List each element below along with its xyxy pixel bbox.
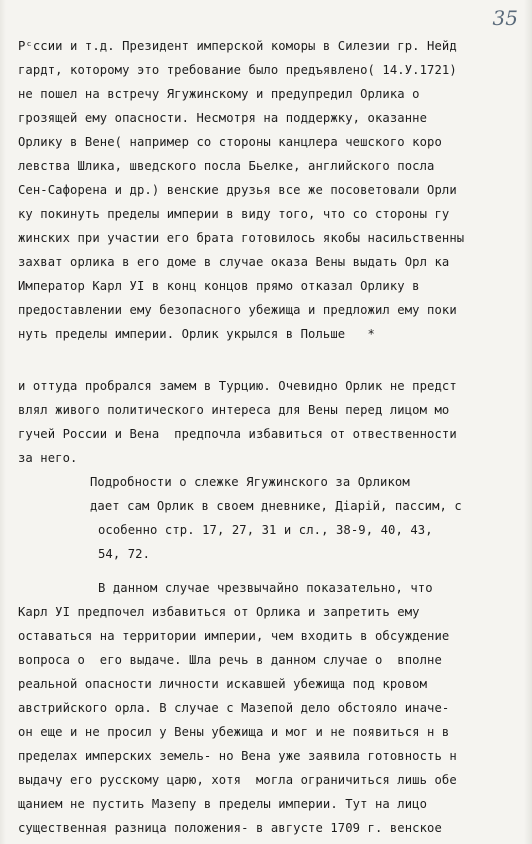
text-line: оставаться на территории империи, чем входить в обсуждение [18,629,450,643]
text-line: грозящей ему опасности. Несмотря на поддержку, оказанне [18,111,435,125]
text-line: реальной опасности личности искавшей убежища под кровом [18,677,428,691]
text-line: вопроса о его выдаче. Шла речь в данном случае о вполне [18,653,442,667]
page-number: 35 [492,6,518,30]
text-line: пределах имперских земель- но Вена уже заявила готовность н [18,749,457,763]
text-line: австрийского орла. В случае с Мазепой дело обстояло иначе- [18,701,450,715]
text-line: за него. [18,451,78,465]
text-line: ку покинуть пределы империи в виду того, что со стороны гу [18,207,450,221]
text-line: Карл УI предпочел избавиться от Орлика и запретить ему [18,605,420,619]
text-line: влял живого политического интереса для Вены перед лицом мо [18,403,450,417]
footnote-line: особенно стр. 17, 27, 31 и сл., 38-9, 40, 43, [98,523,433,537]
text-line: не пошел на встречу Ягужинскому и предупредил Орлика о [18,87,420,101]
text-line: жинских при участии его брата готовилось якобы насильственны [18,231,465,245]
text-line: гардт, которому это требование было предъявлено( 14.У.1721) [18,63,457,77]
text-line: предоставлении ему безопасного убежища и предложил ему поки [18,303,457,317]
text-line: Орлику в Вене( например со стороны канцлера чешского коро [18,135,442,149]
footnote-line: дает сам Орлик в своем дневнике, Діарій, пассим, с [90,499,462,513]
text-line: Сен-Сафорена и др.) венские друзья все же посоветовали Орли [18,183,457,197]
text-line: нуть пределы империи. Орлик укрылся в Польше * [18,327,375,341]
text-line: левства Шлика, шведского посла Бьелке, английского посла [18,159,435,173]
text-line: щанием не пустить Мазепу в пределы империи. Тут на лицо [18,797,428,811]
text-line: существенная разница положения- в августе 1709 г. венское [18,821,442,835]
footnote-line: 54, 72. [98,547,151,561]
text-line: гучей России и Вена предпочла избавиться от отвественности [18,427,457,441]
text-line: захват орлика в его доме в случае оказа Вены выдать Орл ка [18,255,450,269]
footnote-line: Подробности о слежке Ягужинского за Орликом [90,475,410,489]
text-line: и оттуда пробрался замем в Турцию. Очевидно Орлик не предст [18,379,457,393]
text-line: он еще и не просил у Вены убежища и мог и не появиться н в [18,725,450,739]
text-line: выдачу его русскому царю, хотя могла ограничиться лишь обе [18,773,457,787]
text-line: Император Карл УI в конц концов прямо отказал Орлику в [18,279,420,293]
text-line: В данном случае чрезвычайно показательно, что [98,581,433,595]
text-line: Рᶜссии и т.д. Президент имперской коморы в Силезии гр. Нейд [18,39,457,53]
